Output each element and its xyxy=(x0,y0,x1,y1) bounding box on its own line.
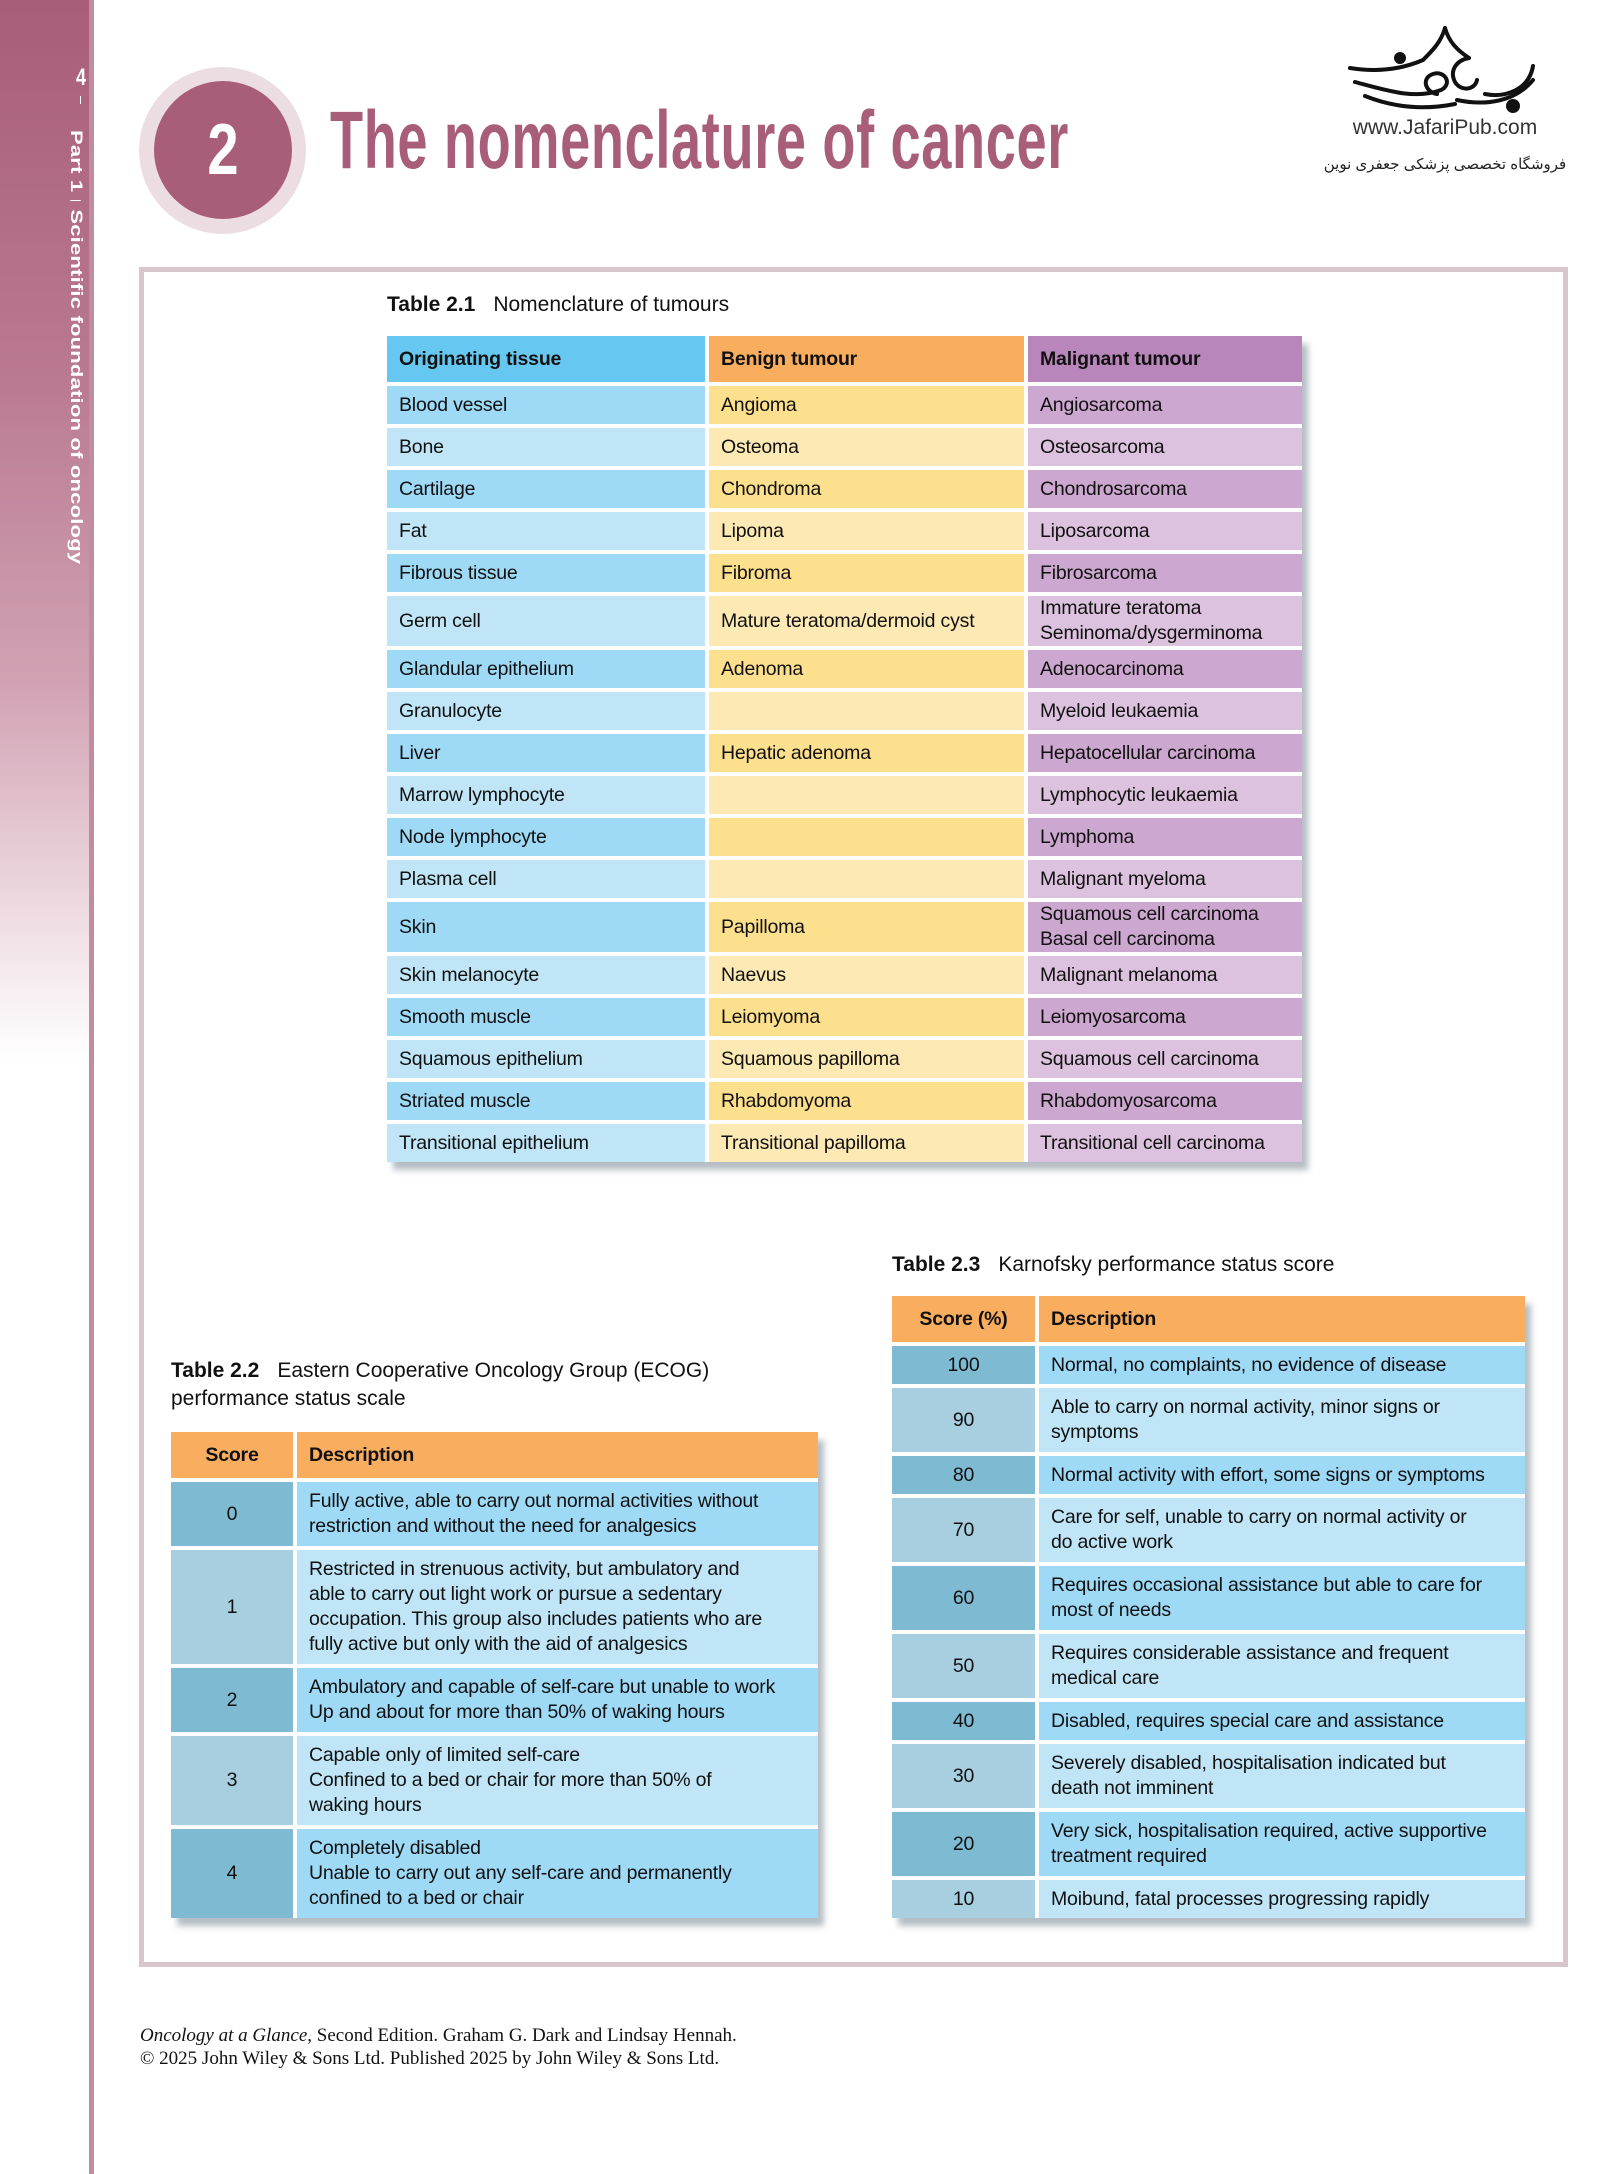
footer-line2: © 2025 John Wiley & Sons Ltd. Published 2025 by John Wiley & Sons Ltd. xyxy=(140,2048,720,2069)
table-2-2-score-cell: 4 xyxy=(171,1829,293,1918)
table-2-2-score-cell: 1 xyxy=(171,1550,293,1664)
running-head-part: Part 1 xyxy=(67,130,86,193)
cell-line: fully active but only with the aid of analgesics xyxy=(309,1633,688,1655)
table-2-1-benign-cell: Chondroma xyxy=(709,470,1024,508)
cell-line: symptoms xyxy=(1051,1421,1139,1443)
cell-line: Up and about for more than 50% of waking hours xyxy=(309,1701,725,1723)
table-2-1-benign-cell xyxy=(709,860,1024,898)
table-2-1-benign-cell: Osteoma xyxy=(709,428,1024,466)
table-2-1-malignant-cell: Squamous cell carcinoma xyxy=(1028,1040,1302,1078)
table-2-3-description-cell xyxy=(1039,1634,1525,1698)
footer-book-title: Oncology at a Glance xyxy=(140,2025,308,2046)
table-2-2 xyxy=(171,1432,818,1918)
running-head-divider xyxy=(70,200,81,201)
table-2-1-tissue-cell: Marrow lymphocyte xyxy=(387,776,705,814)
page-number-divider xyxy=(80,96,81,104)
cell-line: Seminoma/dysgerminoma xyxy=(1040,622,1263,644)
table-2-2-label: Table 2.2 xyxy=(171,1359,260,1382)
cell-line: death not imminent xyxy=(1051,1777,1214,1799)
table-2-3-description-cell xyxy=(1039,1744,1525,1808)
table-2-1-benign-cell: Transitional papilloma xyxy=(709,1124,1024,1162)
table-2-2-description-cell xyxy=(297,1829,818,1918)
table-2-1-tissue-cell: Germ cell xyxy=(387,596,705,646)
table-2-3-score-cell: 60 xyxy=(892,1566,1035,1630)
table-2-1-tissue-cell: Striated muscle xyxy=(387,1082,705,1120)
table-2-1-tissue-cell: Plasma cell xyxy=(387,860,705,898)
table-2-3-score-cell: 10 xyxy=(892,1880,1035,1918)
table-2-2-title-line2: performance status scale xyxy=(171,1387,406,1410)
table-2-1-benign-cell: Lipoma xyxy=(709,512,1024,550)
cell-line: Restricted in strenuous activity, but ambulatory and xyxy=(309,1558,740,1580)
table-2-2-score-cell: 3 xyxy=(171,1736,293,1825)
table-2-1-tissue-cell: Blood vessel xyxy=(387,386,705,424)
table-2-1-benign-cell: Adenoma xyxy=(709,650,1024,688)
table-2-3-caption xyxy=(892,1253,1334,1277)
sidebar-rule xyxy=(89,0,94,2174)
cell-line: most of needs xyxy=(1051,1599,1171,1621)
table-2-1-tissue-cell: Glandular epithelium xyxy=(387,650,705,688)
table-2-1-tissue-cell: Fat xyxy=(387,512,705,550)
cell-line: medical care xyxy=(1051,1667,1160,1689)
table-2-1-tissue-cell: Transitional epithelium xyxy=(387,1124,705,1162)
table-2-1-tissue-cell: Node lymphocyte xyxy=(387,818,705,856)
table-2-1-malignant-cell: Fibrosarcoma xyxy=(1028,554,1302,592)
table-2-1-title: Nomenclature of tumours xyxy=(493,293,730,316)
table-2-2-description-cell xyxy=(297,1668,818,1732)
running-head-title: Scientific foundation of oncology xyxy=(67,209,86,565)
table-2-1-malignant-cell: Myeloid leukaemia xyxy=(1028,692,1302,730)
table-2-3-description-cell xyxy=(1039,1880,1525,1918)
table-2-1-malignant-cell: Hepatocellular carcinoma xyxy=(1028,734,1302,772)
table-2-1-caption xyxy=(387,293,729,317)
chapter-badge-inner xyxy=(154,81,292,219)
table-2-1-benign-cell: Hepatic adenoma xyxy=(709,734,1024,772)
table-2-1-malignant-cell xyxy=(1028,596,1302,646)
cell-line: Capable only of limited self-care xyxy=(309,1744,580,1766)
table-2-1-tissue-cell: Liver xyxy=(387,734,705,772)
table-2-1-tissue-cell: Smooth muscle xyxy=(387,998,705,1036)
table-2-1-malignant-cell: Lymphoma xyxy=(1028,818,1302,856)
cell-line: Ambulatory and capable of self-care but unable to work xyxy=(309,1676,776,1698)
table-2-1-tissue-cell: Cartilage xyxy=(387,470,705,508)
cell-line: Requires considerable assistance and frequent xyxy=(1051,1642,1449,1664)
chapter-title: The nomenclature of cancer xyxy=(330,95,1069,186)
footer-line1: , Second Edition. Graham G. Dark and Lindsay Hennah. xyxy=(307,2025,737,2046)
table-2-3-description-cell xyxy=(1039,1566,1525,1630)
table-2-1-malignant-cell: Transitional cell carcinoma xyxy=(1028,1124,1302,1162)
cell-line: Squamous cell carcinoma xyxy=(1040,903,1259,925)
table-2-1-header: Malignant tumour xyxy=(1028,336,1302,382)
cell-line: Normal activity with effort, some signs or symptoms xyxy=(1051,1463,1485,1486)
table-2-3-score-cell: 20 xyxy=(892,1812,1035,1876)
table-2-1-malignant-cell xyxy=(1028,902,1302,952)
page-number: 4 xyxy=(75,64,87,91)
table-2-1-malignant-cell: Leiomyosarcoma xyxy=(1028,998,1302,1036)
cell-line: Severely disabled, hospitalisation indicated but xyxy=(1051,1752,1446,1774)
table-2-1-malignant-cell: Malignant myeloma xyxy=(1028,860,1302,898)
table-2-1-tissue-cell: Squamous epithelium xyxy=(387,1040,705,1078)
cell-line: treatment required xyxy=(1051,1845,1207,1867)
table-2-1-benign-cell: Squamous papilloma xyxy=(709,1040,1024,1078)
table-2-3-score-cell: 30 xyxy=(892,1744,1035,1808)
cell-line: Disabled, requires special care and assistance xyxy=(1051,1709,1444,1732)
table-2-3-score-cell: 40 xyxy=(892,1702,1035,1740)
table-2-3-score-cell: 80 xyxy=(892,1456,1035,1494)
table-2-1-malignant-cell: Chondrosarcoma xyxy=(1028,470,1302,508)
cell-line: Moibund, fatal processes progressing rapidly xyxy=(1051,1887,1430,1910)
table-2-3-description-cell xyxy=(1039,1388,1525,1452)
cell-line: Normal, no complaints, no evidence of disease xyxy=(1051,1353,1447,1376)
table-2-1 xyxy=(387,336,1302,1162)
table-2-3-description-cell xyxy=(1039,1456,1525,1494)
running-head xyxy=(67,130,87,564)
publisher-tagline: فروشگاه تخصصی پزشکی جعفری نوین xyxy=(1323,156,1567,173)
table-2-1-header: Benign tumour xyxy=(709,336,1024,382)
table-2-1-benign-cell: Papilloma xyxy=(709,902,1024,952)
calligraphy-logo-icon xyxy=(1345,20,1545,115)
table-2-2-description-cell xyxy=(297,1482,818,1546)
cell-line: Unable to carry out any self-care and permanently xyxy=(309,1862,732,1884)
table-2-2-description-cell xyxy=(297,1736,818,1825)
table-2-1-malignant-cell: Angiosarcoma xyxy=(1028,386,1302,424)
table-2-1-tissue-cell: Bone xyxy=(387,428,705,466)
table-2-1-benign-cell: Angioma xyxy=(709,386,1024,424)
table-2-2-header-score: Score xyxy=(171,1432,293,1478)
table-2-1-benign-cell xyxy=(709,818,1024,856)
table-2-3-description-cell xyxy=(1039,1702,1525,1740)
table-2-1-benign-cell xyxy=(709,776,1024,814)
table-2-1-malignant-cell: Adenocarcinoma xyxy=(1028,650,1302,688)
cell-line: Basal cell carcinoma xyxy=(1040,928,1215,950)
table-2-2-score-cell: 2 xyxy=(171,1668,293,1732)
table-2-3-description-cell xyxy=(1039,1346,1525,1384)
table-2-2-description-cell xyxy=(297,1550,818,1664)
table-2-2-title-line1: Eastern Cooperative Oncology Group (ECOG) xyxy=(277,1359,710,1382)
cell-line: Care for self, unable to carry on normal activity or xyxy=(1051,1506,1467,1528)
publisher-url: www.JafariPub.com xyxy=(1352,116,1538,139)
table-2-2-caption xyxy=(171,1357,709,1413)
table-2-1-benign-cell: Mature teratoma/dermoid cyst xyxy=(709,596,1024,646)
table-2-1-malignant-cell: Rhabdomyosarcoma xyxy=(1028,1082,1302,1120)
table-2-1-malignant-cell: Lymphocytic leukaemia xyxy=(1028,776,1302,814)
table-2-3-description-cell xyxy=(1039,1498,1525,1562)
table-2-3-header-score: Score (%) xyxy=(892,1296,1035,1342)
table-2-3-title: Karnofsky performance status score xyxy=(998,1253,1335,1276)
cell-line: restriction and without the need for analgesics xyxy=(309,1515,697,1537)
cell-line: Completely disabled xyxy=(309,1837,481,1859)
cell-line: Able to carry on normal activity, minor signs or xyxy=(1051,1396,1440,1418)
table-2-3 xyxy=(892,1296,1525,1918)
table-2-3-label: Table 2.3 xyxy=(892,1253,981,1276)
table-2-1-tissue-cell: Granulocyte xyxy=(387,692,705,730)
table-2-1-benign-cell: Fibroma xyxy=(709,554,1024,592)
cell-line: able to carry out light work or pursue a sedentary xyxy=(309,1583,722,1605)
publisher-logo xyxy=(1315,20,1575,180)
cell-line: Fully active, able to carry out normal activities without xyxy=(309,1490,759,1512)
cell-line: confined to a bed or chair xyxy=(309,1887,524,1909)
table-2-3-description-cell xyxy=(1039,1812,1525,1876)
cell-line: Very sick, hospitalisation required, active supportive xyxy=(1051,1820,1487,1842)
table-2-1-tissue-cell: Fibrous tissue xyxy=(387,554,705,592)
table-2-1-benign-cell: Rhabdomyoma xyxy=(709,1082,1024,1120)
cell-line: occupation. This group also includes patients who are xyxy=(309,1608,762,1630)
table-2-1-malignant-cell: Malignant melanoma xyxy=(1028,956,1302,994)
cell-line: Confined to a bed or chair for more than 50% of xyxy=(309,1769,712,1791)
table-2-1-label: Table 2.1 xyxy=(387,293,476,316)
table-2-1-benign-cell: Leiomyoma xyxy=(709,998,1024,1036)
table-2-1-malignant-cell: Liposarcoma xyxy=(1028,512,1302,550)
table-2-1-tissue-cell: Skin melanocyte xyxy=(387,956,705,994)
cell-line: waking hours xyxy=(309,1794,422,1816)
table-2-2-header-description: Description xyxy=(297,1432,818,1478)
table-2-3-header-description: Description xyxy=(1039,1296,1525,1342)
table-2-3-score-cell: 50 xyxy=(892,1634,1035,1698)
chapter-number: 2 xyxy=(207,110,239,190)
copyright-footer xyxy=(140,2024,737,2070)
table-2-1-benign-cell xyxy=(709,692,1024,730)
table-2-3-score-cell: 100 xyxy=(892,1346,1035,1384)
cell-line: Immature teratoma xyxy=(1040,597,1202,619)
table-2-3-score-cell: 70 xyxy=(892,1498,1035,1562)
table-2-1-tissue-cell: Skin xyxy=(387,902,705,952)
table-2-1-malignant-cell: Osteosarcoma xyxy=(1028,428,1302,466)
table-2-3-score-cell: 90 xyxy=(892,1388,1035,1452)
table-2-1-benign-cell: Naevus xyxy=(709,956,1024,994)
cell-line: do active work xyxy=(1051,1531,1173,1553)
table-2-1-header: Originating tissue xyxy=(387,336,705,382)
table-2-2-score-cell: 0 xyxy=(171,1482,293,1546)
cell-line: Requires occasional assistance but able to care for xyxy=(1051,1574,1482,1596)
